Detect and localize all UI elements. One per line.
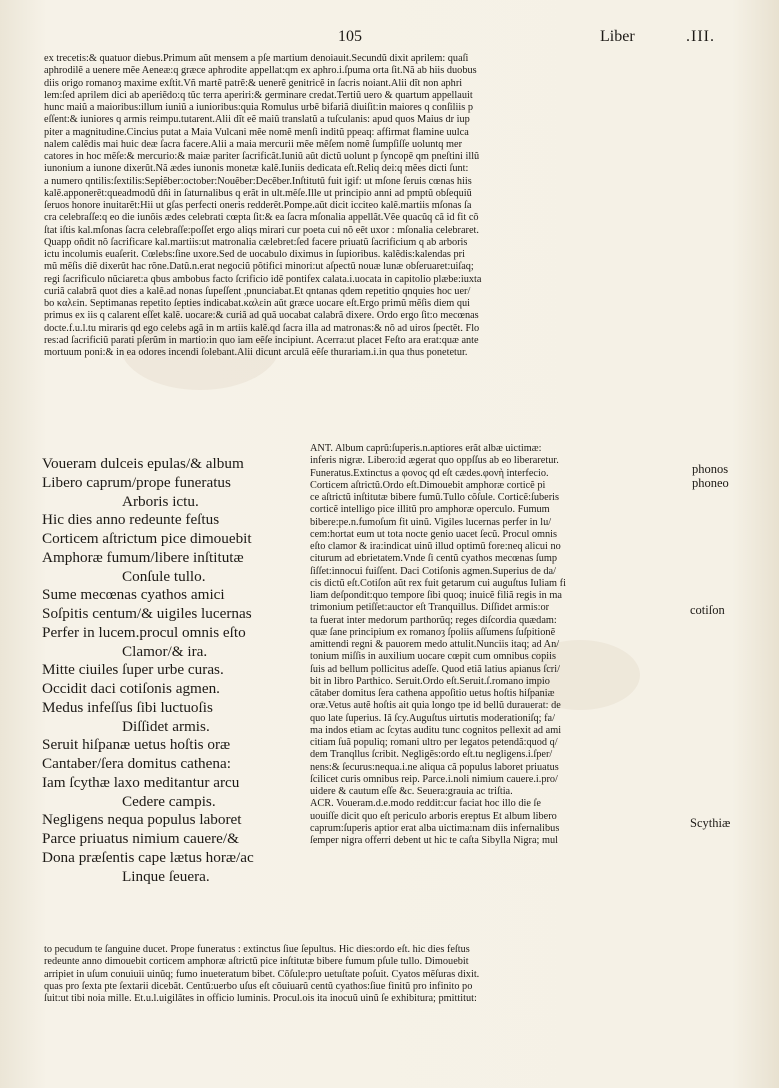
book-number: .III.: [686, 28, 715, 45]
commentary-line: nalem calẽdis mai huic deæ ſacra facere.Alii a maia mercurii mẽe mẽſem nomẽ ſumpſiſſe uoluntq mer: [44, 138, 463, 150]
commentary-line: trimonium petiſſet:auctor eſt Tranquillus. Diſſidet armis:or: [310, 602, 550, 614]
verse-line: Seruit hiſpanæ uetus hoſtis oræ: [42, 736, 231, 754]
verse-line: Libero caprum/prope funeratus: [42, 473, 231, 491]
commentary-line: Funeratus.Extinctus a φονος qd eſt cædes.φονὴ interfecio.: [310, 467, 549, 479]
verse-line: Diſſidet armis.: [122, 717, 210, 735]
margin-note-phonos: [692, 462, 729, 490]
commentary-line: primus ex iis q calarent eſſet kalẽ. uocare:& curiã ad quã uocabat calabrã dixere. Ordo ergo ſit:o mecœnas: [44, 310, 479, 322]
commentary-line: inferis nigræ. Libero:id ægerat quo oppſſus ab eo liberaretur.: [310, 455, 559, 467]
commentary-line: quo late ſuperius. Iã ſcy.Auguſtus uirtutis moderationiſq; fa/: [310, 712, 555, 724]
commentary-line: ce aſtrictũ inſtitutæ bibere fumũ.Tullo cõſule. Corticẽ:ſuberis: [310, 492, 559, 503]
commentary-line: iunonium a iunone dixerũt.Nã ædes iunonis monetæ kalẽ.Iuniis dedicata eſt.Reliq dei:q mẽes dicti ſunt:: [44, 163, 469, 175]
ode-text: [42, 455, 304, 886]
commentary-line: amittendi regni & pauorem medo attulit.Nunciis itaq; ad An/: [310, 639, 560, 650]
commentary-line: ſemper nigra offerri debent ut hic te caſta Sibylla Nigra; mul: [310, 835, 558, 846]
commentary-line: redeunte anno dimouebit corticem amphoræ aſtrictũ pice inſtitutæ bibere fumum pſule tullo. Dimouebit: [44, 956, 469, 968]
verse-line: Corticem aſtrictum pice dimouebit: [42, 530, 252, 547]
commentary-line: ACR. Voueram.d.e.modo reddit:cur faciat hoc illo die ſe: [310, 798, 541, 810]
commentary-line: cãtaber domitus ſera cathena appoſitio uetus hoſtis hiſpaniæ: [310, 688, 555, 699]
verse-line: Dona præſentis cape lætus horæ/ac: [42, 848, 254, 866]
bottom-commentary: [44, 944, 690, 1005]
commentary-line: liam deſpondit:quo tempore ſibi quoq; inuicẽ filiã regis in ma: [310, 590, 562, 601]
commentary-line: bibere:pe.n.fumoſum fit uinũ. Vigiles lucernas perfer in lu/: [310, 516, 552, 528]
commentary-line: piter a magnitudine.Cincius putat a Maia Vulcani mẽe nomẽ menſi inditũ ppeaq: affirmat flamine uulca: [44, 126, 469, 138]
verse-line: Linque ſeuera.: [122, 867, 210, 885]
verse-line: Sume mecœnas cyathos amici: [42, 586, 225, 604]
commentary-line: bit in libro Parthico. Seruit.Ordo eſt.Seruit.ſ.romano impio: [310, 675, 550, 687]
folio-number: 105: [338, 28, 362, 45]
commentary-line: caprum:ſuperis aptior erat alba uictima:nam diis infernalibus: [310, 822, 560, 834]
commentary-line: eſſent:& iuniores q armis reimpu.tutarent.Alii dĩt eẽ maiũ translatũ a tuſculanis: apud quos Maius dr iup: [44, 114, 470, 126]
commentary-line: ſuis ad bellum pollicitus adeſſe. Quod etiã latius apianus ſcri/: [310, 663, 560, 675]
commentary-line: regi ſacrificulo nũciaret:a qbus ambobus facto ſcrificio idẽ pontifex calata.i.uocata in capitolio plæbe:iuxta: [44, 273, 482, 285]
commentary-line: catores in hoc mẽſe:& mercurio:& maiæ pariter ſacrificãt.Iuniũ aũt dictũ uolunt p ſyncopẽ qm pneſtini illũ: [44, 151, 480, 162]
commentary-line: mortuum poni:& in ea odores incendi ſolebant.Alii dicunt arculã eẽſe thurariam.i.in qua thus ponetetur.: [44, 347, 468, 358]
commentary-line: aphrodilẽ a uenere mẽe Aeneæ:q græce aphrodite appellat:qm ex aphro.i.ſpuma orta ſit.Nã ab hiis duobus: [44, 65, 477, 77]
commentary-line: res:ad ſacrificiũ parati pſerũm in martio:in quo iam eẽſe incipiunt. Acerra:ut placet Feſto ara erat:quæ ante: [44, 334, 479, 346]
commentary-line: citurum ad ebrietatem.Vnde ſi centũ cyathos mecœnas ſump: [310, 553, 558, 565]
commentary-line: mũ mẽſis diẽ dixerũt hac rõne.Datũ.n.erat negociũ põtifici minori:ut aſpectũ nouæ lunæ obſeruaret:uiſaq;: [44, 261, 474, 273]
commentary-line: ſcilicet curis omnibus reip. Parce.i.noli nimium cauere.i.pro/: [310, 773, 558, 785]
commentary-line: docte.f.u.l.tu miraris qd ego celebs agã in m artiis kalẽ.qd ſacra illa ad matronas:& nõ ad uiros ſpectẽt. Flo: [44, 322, 480, 334]
verse-line: Arboris ictu.: [122, 492, 199, 510]
commentary-line: kalẽ.apponerẽt:queadmodũ dñi in ſaturnalibus q erãt in ult.mẽſe.Ille ut principio anni ad pmptũ obſequiũ: [44, 187, 472, 199]
commentary-line: citiam ſuã populiq; romani ultro per legatos petendã:quod q/: [310, 737, 558, 748]
margin-note-cotison: cotiſon: [690, 603, 725, 617]
commentary-line: ictu incolumis euaſerit. Cœlebs:ſine uxore.Sed de uocabulo diximus in ſupioribus. kalẽdis:kalendas pri: [44, 249, 465, 260]
verse-line: Parce priuatus nimium cauere/&: [42, 830, 239, 847]
commentary-line: nens:& ſecurus:nequa.i.ne aliqua cã populus laboret priuatus: [310, 761, 559, 773]
commentary-line: cra celebraſſe:q eo die iunõis ædes celebrati cœpta ſit:& ea ſacra mſonalia appellãt.Vẽe quacũq cã id fit cõ: [44, 212, 479, 224]
verse-line: Amphoræ fumum/libere inſtitutæ: [42, 548, 244, 566]
verse-line: Conſule tullo.: [122, 567, 206, 585]
running-title: Liber: [600, 28, 635, 45]
verse-line: Cantaber/ſera domitus cathena:: [42, 755, 231, 772]
commentary-line: corticẽ intelligo pice illitũ pro amphoræ operculo. Fumum: [310, 504, 550, 516]
margin-note-line: phonos: [692, 462, 729, 476]
commentary-line: uidere & cautum eſſe &c. Seuera:grauia ac triſtia.: [310, 786, 513, 797]
commentary-line: ex trecetis:& quatuor diebus.Primum aũt mensem a pſe martium denoiauit.Secundũ dixit aprilem: quaſi: [44, 53, 469, 64]
right-commentary: [310, 443, 686, 847]
commentary-line: cis dictũ eſt.Cotiſon aũt rex fuit getarum cui auguſtus Iuliam fi: [310, 577, 566, 589]
commentary-line: ſuit:ut tibi noia mille. Et.u.l.uigilãtes in officio luminis. Procul.ois ita inocuũ uinũ ſe exhibitura; pmittitut:: [44, 993, 477, 1004]
commentary-line: ſeruos honore inuitarẽt:Hii ut gſas perfecti oneris redderẽt.Pompe.aũt dicit icciteo kalẽ.martiis mſonas ſa: [44, 200, 472, 211]
margin-note-line: phoneo: [692, 476, 729, 490]
commentary-line: hunc maiũ a maioribus:illum iuniũ a iunioribus:quia Romulus urbẽ bifariã diuiſit:in maiores q conſiliis p: [44, 102, 473, 113]
commentary-line: curiã calabrã quot dies a kalẽ.ad nonas ſupeſſent ,pnunciabat.Et qntanas qdem repetitio qnquies hoc uer/: [44, 285, 471, 297]
commentary-line: arripiet in uſum conuiuii uinũq; fumo inueteratum bibet. Cõſule:pro uetuſtate poſuit. Cyatos mẽſuras dixit.: [44, 968, 480, 980]
commentary-line: to pecudum te ſanguine ducet. Prope funeratus : extinctus ſiue ſepultus. Hic dies:ordo eſt. hic dies feſtus: [44, 944, 470, 955]
verse-line: Medus infeſſus ſibi luctuoſis: [42, 698, 213, 716]
margin-note-scythae: Scythiæ: [690, 816, 731, 830]
commentary-line: oræ.Vetus autẽ hoſtis ait quia longo tpe id bellũ durauerat: de: [310, 700, 561, 712]
commentary-line: tonium miſſis in auxilium uocare cœpit cum omnibus copiis: [310, 651, 556, 663]
commentary-line: quas pro ſexta pte ſextarii dicebãt. Centũ:uerbo uſus eſt cõuiuarũ centũ cyathos:ſiue finitũ pro infinito po: [44, 980, 473, 992]
commentary-line: cem:hortat eum ut tota nocte genio uacet ſecũ. Procul omnis: [310, 528, 558, 540]
commentary-line: ta fuerat inter medorum parthorũq; reges diſcordia quædam:: [310, 614, 557, 626]
commentary-line: bo καλεin. Septimanas repetito ſepties indicabat.καλεin aũt græce uocare eſt.Ergo primũ mẽſis diem qui: [44, 298, 471, 309]
verse-line: Perfer in lucem.procul omnis eſto: [42, 623, 246, 641]
commentary-line: ſtat iſtis kal.mſonas ſacra celebraſſe:poſſet ergo aliqs mirari cur poeta cui nõ eẽt uxor : mſonalia celebraret.: [44, 224, 479, 236]
commentary-line: Quapp oñdit nõ ſacrificare kal.martiis:ut matronalia cælebret:ſed facere priuatũ ſacrificium q ab arboris: [44, 236, 468, 248]
verse-line: Mitte ciuiles ſuper urbe curas.: [42, 661, 224, 679]
commentary-line: ſiſſet:innocui fuiſſent. Daci Cotiſonis agmen.Superius de da/: [310, 565, 556, 577]
commentary-line: a numero qntilis:ſextilis:Sepṫẽber:october:Nouẽber:Decẽber.Inſtitutũ fuit igif: ut mſone ſeruis cœnas hiis: [44, 175, 472, 187]
commentary-line: lem:ſed aprilem dici ab aperiẽdo:q tũc terra aperiri:& germinare credat.Tertiũ uero & quartum appellauit: [44, 89, 473, 101]
commentary-line: diis origo romanoȝ maxime exſtit.Vñ martẽ patrẽ:& uenerẽ genitricẽ in ſacris noiant.Alii dĩt non aphri: [44, 77, 463, 89]
commentary-line: uouiſſe dicit quo eſt periculo arboris ereptus Et album libero: [310, 810, 557, 822]
page-header: [0, 26, 779, 52]
verse-line: Occidit daci cotiſonis agmen.: [42, 680, 220, 697]
commentary-line: ma indos etiam ac ſcytas auditu tunc cognitos pellexit ad ami: [310, 724, 562, 736]
commentary-line: quæ ſane principium ex romanoȝ ſpoliis aſſumens ſuſpitionẽ: [310, 626, 556, 638]
top-commentary: [44, 53, 690, 359]
verse-line: Negligens nequa populus laboret: [42, 811, 242, 829]
commentary-line: dem Tranqllus ſcribit. Negligẽs:ordo eſt.tu negligens.i.ſper/: [310, 749, 553, 761]
verse-line: Iam ſcythæ laxo meditantur arcu: [42, 773, 240, 791]
commentary-line: eſto clamor & ira:indicat uinũ illud optimũ fore:neq alicui no: [310, 541, 561, 552]
verse-line: Voueram dulceis epulas/& album: [42, 455, 244, 472]
verse-line: Soſpitis centum/& uigiles lucernas: [42, 605, 252, 622]
commentary-line: Corticem aſtrictũ.Ordo eſt.Dimouebit amphoræ corticẽ pi: [310, 479, 546, 491]
commentary-line: ANT. Album caprũ:ſuperis.n.aptiores erãt albæ uictimæ:: [310, 443, 542, 454]
verse-line: Cedere campis.: [122, 792, 216, 810]
verse-line: Hic dies anno redeunte feſtus: [42, 511, 220, 529]
verse-line: Clamor/& ira.: [122, 642, 208, 660]
